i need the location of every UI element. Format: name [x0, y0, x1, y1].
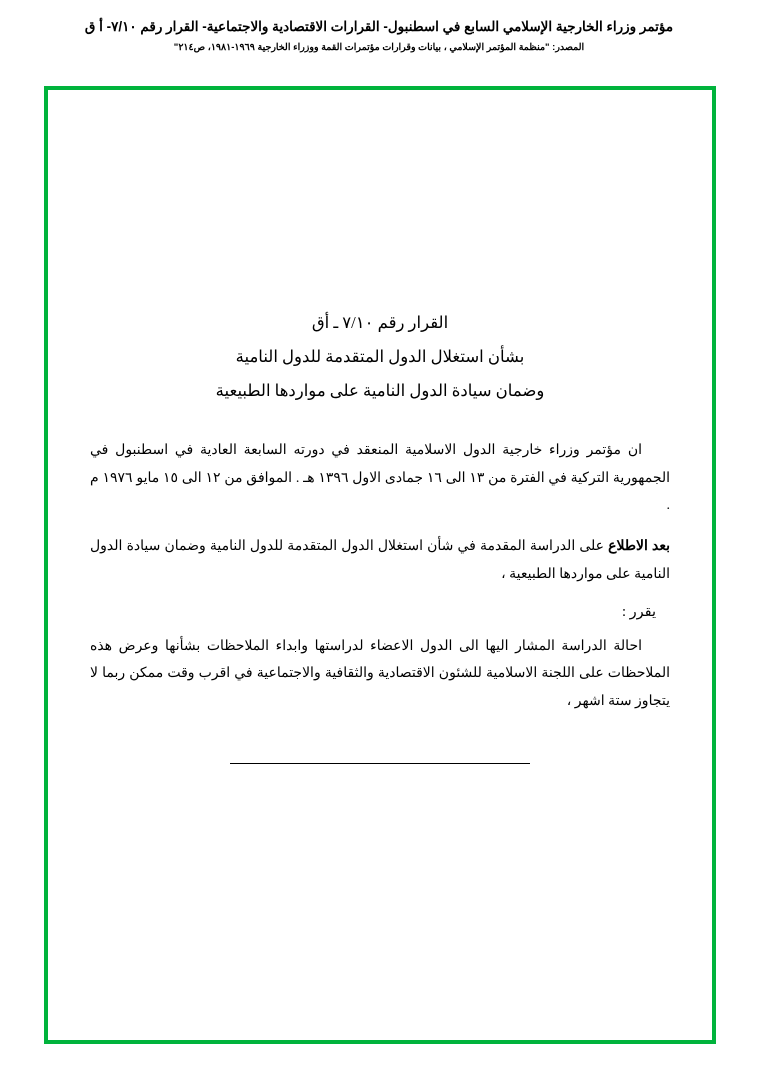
having-considered-text: على الدراسة المقدمة في شأن استغلال الدول المتقدمة للدول النامية وضمان سيادة الدول النامية على مواردها الطبيعية ، — [90, 539, 670, 582]
preamble-paragraph: ان مؤتمر وزراء خارجية الدول الاسلامية المنعقد في دورته السابعة العادية في اسطنبول في الجمهورية التركية في الفترة من ١٣ الى ١٦ جمادى الاول ١٣٩٦ هـ . الموافق من ١٢ الى ١٥ مايو ١٩٧٦ م . — [90, 443, 671, 514]
resolution-body — [90, 306, 670, 764]
resolution-paragraphs — [90, 437, 670, 714]
document-header — [0, 18, 758, 53]
having-considered-lead: بعد الاطلاع — [608, 539, 670, 555]
header-title: مؤتمر وزراء الخارجية الإسلامي السابع في اسطنبول- القرارات الاقتصادية والاجتماعية- القرار رقم ٧/١٠- أ ق — [84, 19, 674, 34]
decides-label: يقرر : — [621, 603, 656, 620]
green-border-frame — [44, 86, 716, 1044]
header-source: المصدر: "منظمة المؤتمر الإسلامي ، بيانات وقرارات مؤتمرات القمة ووزراء الخارجية ١٩٦٩-١٩٨١، ص٢١٤" — [173, 41, 585, 53]
resolution-subject-line-2: وضمان سيادة الدول النامية على مواردها الطبيعية — [215, 380, 545, 400]
horizontal-divider — [230, 763, 530, 764]
resolution-number: القرار رقم ٧/١٠ ـ أق — [311, 313, 449, 332]
resolution-subject-line-1: بشأن استغلال الدول المتقدمة للدول النامية — [235, 346, 525, 366]
operative-paragraph: احالة الدراسة المشار اليها الى الدول الاعضاء لدراستها وابداء الملاحظات بشأنها وعرض هذه الملاحظات على اللجنة الاسلامية للشئون الاقتصادية والثقافية والاجتماعية في اقرب وقت ممكن ربما لا يتجاوز ستة اشهر ، — [90, 638, 670, 709]
having-considered-paragraph — [90, 533, 670, 588]
